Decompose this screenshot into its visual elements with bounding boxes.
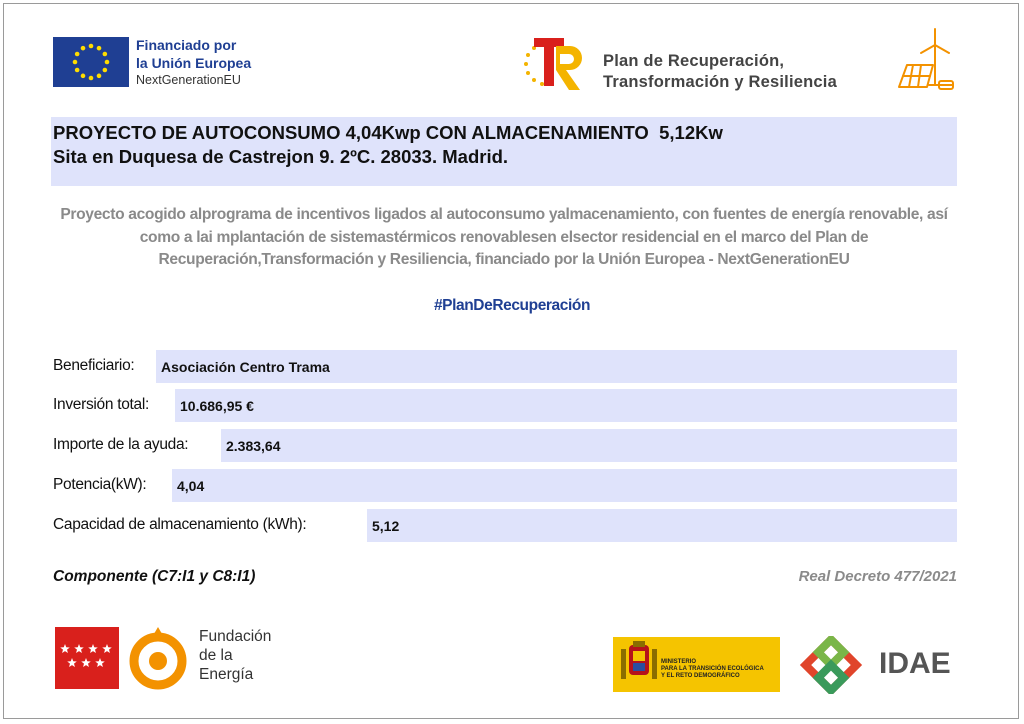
field-value-box — [367, 509, 957, 542]
eu-text-line1: Financiado por — [136, 37, 237, 53]
fundacion-energia-icon — [125, 625, 191, 691]
ministerio-line1: MINISTERIO — [661, 659, 697, 665]
eu-stars-icon — [53, 37, 129, 87]
field-label: Potencia(kW): — [53, 476, 147, 493]
prtr-text — [603, 51, 837, 93]
eu-star-icon — [103, 52, 108, 57]
idae-text: IDAE — [879, 647, 951, 680]
madrid-star-icon — [95, 658, 105, 667]
madrid-star-icon — [74, 644, 84, 653]
eu-star-icon — [89, 76, 94, 81]
field-value: 2.383,64 — [226, 438, 281, 454]
solar-panel-wind-turbine-icon — [893, 27, 959, 97]
eu-star-icon — [103, 68, 108, 73]
fundacion-line2: de la — [199, 646, 233, 664]
decreto-text: Real Decreto 477/2021 — [798, 568, 957, 585]
eu-star-icon — [97, 74, 102, 79]
field-value-box — [172, 469, 957, 502]
field-row-importe — [51, 429, 957, 462]
field-value: 5,12 — [372, 518, 400, 534]
eu-flag-logo — [53, 37, 129, 87]
coat-of-arms-icon — [617, 637, 661, 692]
prtr-line2: Transformación y Resiliencia — [603, 73, 837, 92]
eu-star-icon — [89, 44, 94, 49]
field-label: Inversión total: — [53, 396, 150, 413]
madrid-star-icon — [67, 658, 77, 667]
eu-funding-text — [136, 37, 251, 89]
madrid-star-icon — [81, 658, 91, 667]
field-value: 10.686,95 € — [180, 398, 254, 414]
field-row-capacidad — [51, 509, 957, 542]
eu-star-icon — [73, 60, 78, 65]
field-value-box — [156, 350, 957, 383]
ministerio-logo — [613, 637, 780, 692]
project-title-band — [51, 117, 957, 186]
field-value: Asociación Centro Trama — [161, 359, 330, 375]
field-row-potencia — [51, 469, 957, 502]
field-value: 4,04 — [177, 478, 205, 494]
field-value-box — [175, 389, 957, 422]
project-title-line2: Sita en Duquesa de Castrejon 9. 2ºC. 28033. Madrid. — [53, 146, 509, 168]
field-value-box — [221, 429, 957, 462]
eu-star-icon — [105, 60, 110, 65]
eu-text-line3: NextGenerationEU — [136, 73, 241, 87]
madrid-star-icon — [60, 644, 70, 653]
comunidad-madrid-logo — [55, 627, 119, 689]
eu-star-icon — [81, 46, 86, 51]
hashtag: #PlanDeRecuperación — [433, 297, 591, 314]
prtr-line1: Plan de Recuperación, — [603, 52, 785, 70]
eu-star-icon — [75, 68, 80, 73]
ministerio-line3: Y EL RETO DEMOGRÁFICO — [661, 672, 740, 679]
eu-star-icon — [75, 52, 80, 57]
field-label: Capacidad de almacenamiento (kWh): — [53, 516, 307, 533]
field-row-beneficiario — [51, 350, 957, 383]
fundacion-energia-text — [199, 628, 271, 685]
madrid-star-icon — [88, 644, 98, 653]
project-title-line1: PROYECTO DE AUTOCONSUMO 4,04Kwp CON ALMACENAMIENTO 5,12Kw — [53, 122, 723, 143]
eu-text-line2: la Unión Europea — [136, 54, 252, 71]
ministerio-line2: PARA LA TRANSICIÓN ECOLÓGICA — [661, 665, 764, 672]
madrid-stars-icon — [55, 627, 119, 689]
madrid-star-icon — [102, 644, 112, 653]
prtr-logo-icon — [520, 36, 590, 92]
field-label: Importe de la ayuda: — [53, 436, 189, 453]
idae-logo-icon — [793, 636, 873, 694]
project-description: Proyecto acogido alprograma de incentivos ligados al autoconsumo yalmacenamiento, con fuentes de energía renovable, así como a lai mplantación de sistemastérmicos renovablesen elsector residencial en el marco del Plan de Recuperación,Transformación y Resiliencia, financiado por la Unión Europea - NextGenerationEU — [60, 206, 948, 269]
eu-star-icon — [81, 74, 86, 79]
field-row-inversion — [51, 389, 957, 422]
fundacion-line3: Energía — [199, 665, 254, 683]
ministerio-text — [661, 659, 764, 680]
fundacion-line1: Fundación — [199, 628, 272, 645]
componente-text: Componente (C7:I1 y C8:I1) — [53, 568, 256, 585]
field-label: Beneficiario: — [53, 357, 135, 374]
eu-star-icon — [97, 46, 102, 51]
